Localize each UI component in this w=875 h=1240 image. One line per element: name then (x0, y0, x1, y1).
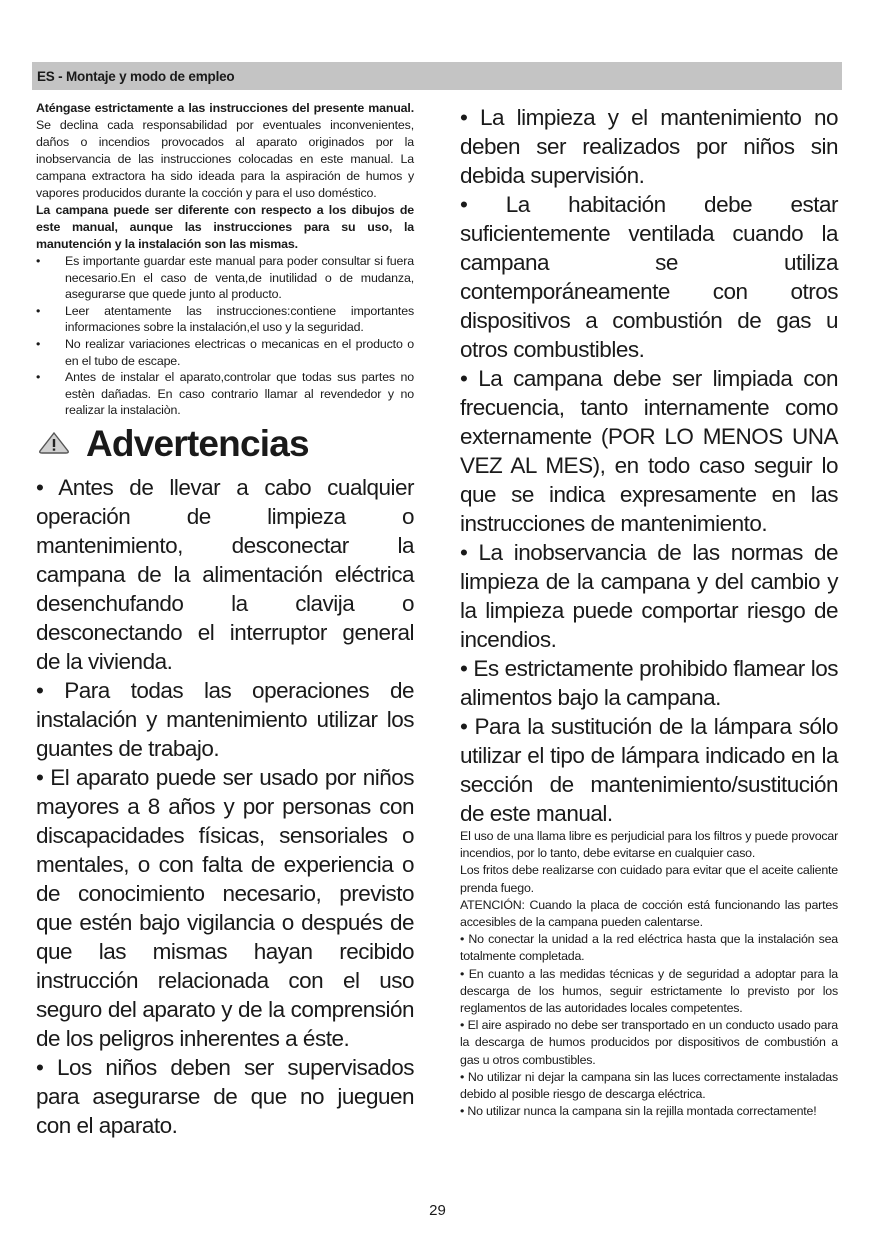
bullet-icon: • (36, 303, 41, 318)
advertencias-heading: Advertencias (86, 422, 309, 464)
right-column (460, 103, 838, 1120)
intro-text: Se declina cada responsabilidad por eventuales inconvenientes, daños o incendios provocados al aparato originados por la inobservancia de las instrucciones colocadas en este manual. La campana extractora ha sido ideada para la aspiración de humos y vapores producidos durante la cocción y para el uso doméstico. (36, 118, 414, 200)
list-item: • No utilizar ni dejar la campana sin las luces correctamente instaladas debido al posible riesgo de descarga eléctrica. (460, 1069, 838, 1102)
left-column (36, 100, 414, 1140)
list-item: • No conectar la unidad a la red eléctrica hasta que la instalación sea totalmente completada. (460, 932, 838, 964)
list-item: ATENCIÓN: Cuando la placa de cocción está funcionando las partes accesibles de la campana pueden calentarse. (460, 897, 838, 930)
right-warnings-list (460, 103, 838, 828)
list-item: • Es estrictamente prohibido flamear los alimentos bajo la campana. (460, 656, 838, 710)
list-item: • Para todas las operaciones de instalación y mantenimiento utilizar los guantes de trabajo. (36, 677, 414, 761)
list-item: El uso de una llama libre es perjudicial para los filtros y puede provocar incendios, por lo tanto, debe evitarse en cualquier caso. (460, 829, 838, 861)
section-header-title: ES - Montaje y modo de empleo (37, 69, 235, 84)
list-item: • Antes de llevar a cabo cualquier operación de limpieza o mantenimiento, desconectar la campana de la alimentación eléctrica desenchufando la clavija o desconectando el interruptor general de la vivienda. (36, 474, 414, 674)
instruction-bullet-list (36, 253, 414, 419)
fine-print-list (460, 828, 838, 1120)
list-item: • Es importante guardar este manual para poder consultar si fuera necesario.En el caso de venta,de inutilidad o de mudanza, asegurarse que quede junto al producto. (36, 254, 414, 302)
list-item: • El aire aspirado no debe ser transportado en un conducto usado para la descarga de humos producidos por dispositivos de combustión a gas u otros combustibles. (460, 1018, 838, 1067)
list-item: • En cuanto a las medidas técnicas y de seguridad a adoptar para la descarga de los humos, seguir estrictamente lo previsto por los reglamentos de las autoridades locales competentes. (460, 966, 838, 1016)
bullet-icon: • (36, 254, 41, 268)
intro-bold-paragraph (36, 202, 414, 253)
list-item: • Antes de instalar el aparato,controlar que todas sus partes no estèn dañadas. En caso contrario llamar al revendedor y no realizar la instalaciòn. (36, 370, 414, 418)
list-item: • Los niños deben ser supervisados para asegurarse de que no jueguen con el aparato. (36, 1054, 414, 1138)
list-item: • Leer atentamente las instrucciones:contiene importantes informaciones sobre la instalación,el uso y la seguridad. (36, 303, 414, 335)
list-item: • La limpieza y el mantenimiento no deben ser realizados por niños sin debida supervisión. (460, 105, 838, 188)
list-item: • El aparato puede ser usado por niños mayores a 8 años y por personas con discapacidades físicas, sensoriales o mentales, o con falta de experiencia o de conocimiento necesario, previsto que estén bajo vigilancia o después de que las mismas hayan recibido instrucción relacionada con el uso seguro del aparato y de la comprensión de los peligros inherentes a éste. (36, 764, 414, 1051)
warnings-list (36, 473, 414, 1140)
list-item: • No utilizar nunca la campana sin la rejilla montada correctamente! (460, 1104, 817, 1119)
list-item: • La campana debe ser limpiada con frecuencia, tanto internamente como externamente (POR LO MENOS UNA VEZ AL MES), en todo caso seguir lo que se indica expresamente en las instrucciones de mantenimiento. (460, 366, 838, 536)
list-item: • La habitación debe estar suficientemente ventilada cuando la campana se utiliza contemporáneamente con otros dispositivos a combustión de gas u otros combustibles. (460, 192, 838, 362)
intro-bold-2: La campana puede ser diferente con respecto a los dibujos de este manual, aunque las instrucciones para su uso, la manutención y la instalación son las mismas. (36, 203, 414, 251)
list-item: Los fritos debe realizarse con cuidado para evitar que el aceite caliente prenda fuego. (460, 863, 838, 895)
intro-paragraph (36, 100, 414, 202)
advertencias-title-row (36, 422, 414, 469)
list-item: • Para la sustitución de la lámpara sólo utilizar el tipo de lámpara indicado en la sección de mantenimiento/sustitución de este manual. (460, 714, 838, 826)
bullet-icon: • (36, 336, 41, 351)
list-item: • La inobservancia de las normas de limpieza de la campana y del cambio y la limpieza puede comportar riesgo de incendios. (460, 540, 838, 652)
list-item: • No realizar variaciones electricas o mecanicas en el producto o en el tubo de escape. (36, 336, 414, 368)
warning-icon (36, 431, 72, 455)
bullet-icon: • (36, 370, 41, 385)
section-header (32, 62, 842, 90)
page-number: 29 (429, 1202, 446, 1219)
intro-bold-lead: Aténgase estrictamente a las instrucciones del presente manual. (36, 101, 414, 115)
